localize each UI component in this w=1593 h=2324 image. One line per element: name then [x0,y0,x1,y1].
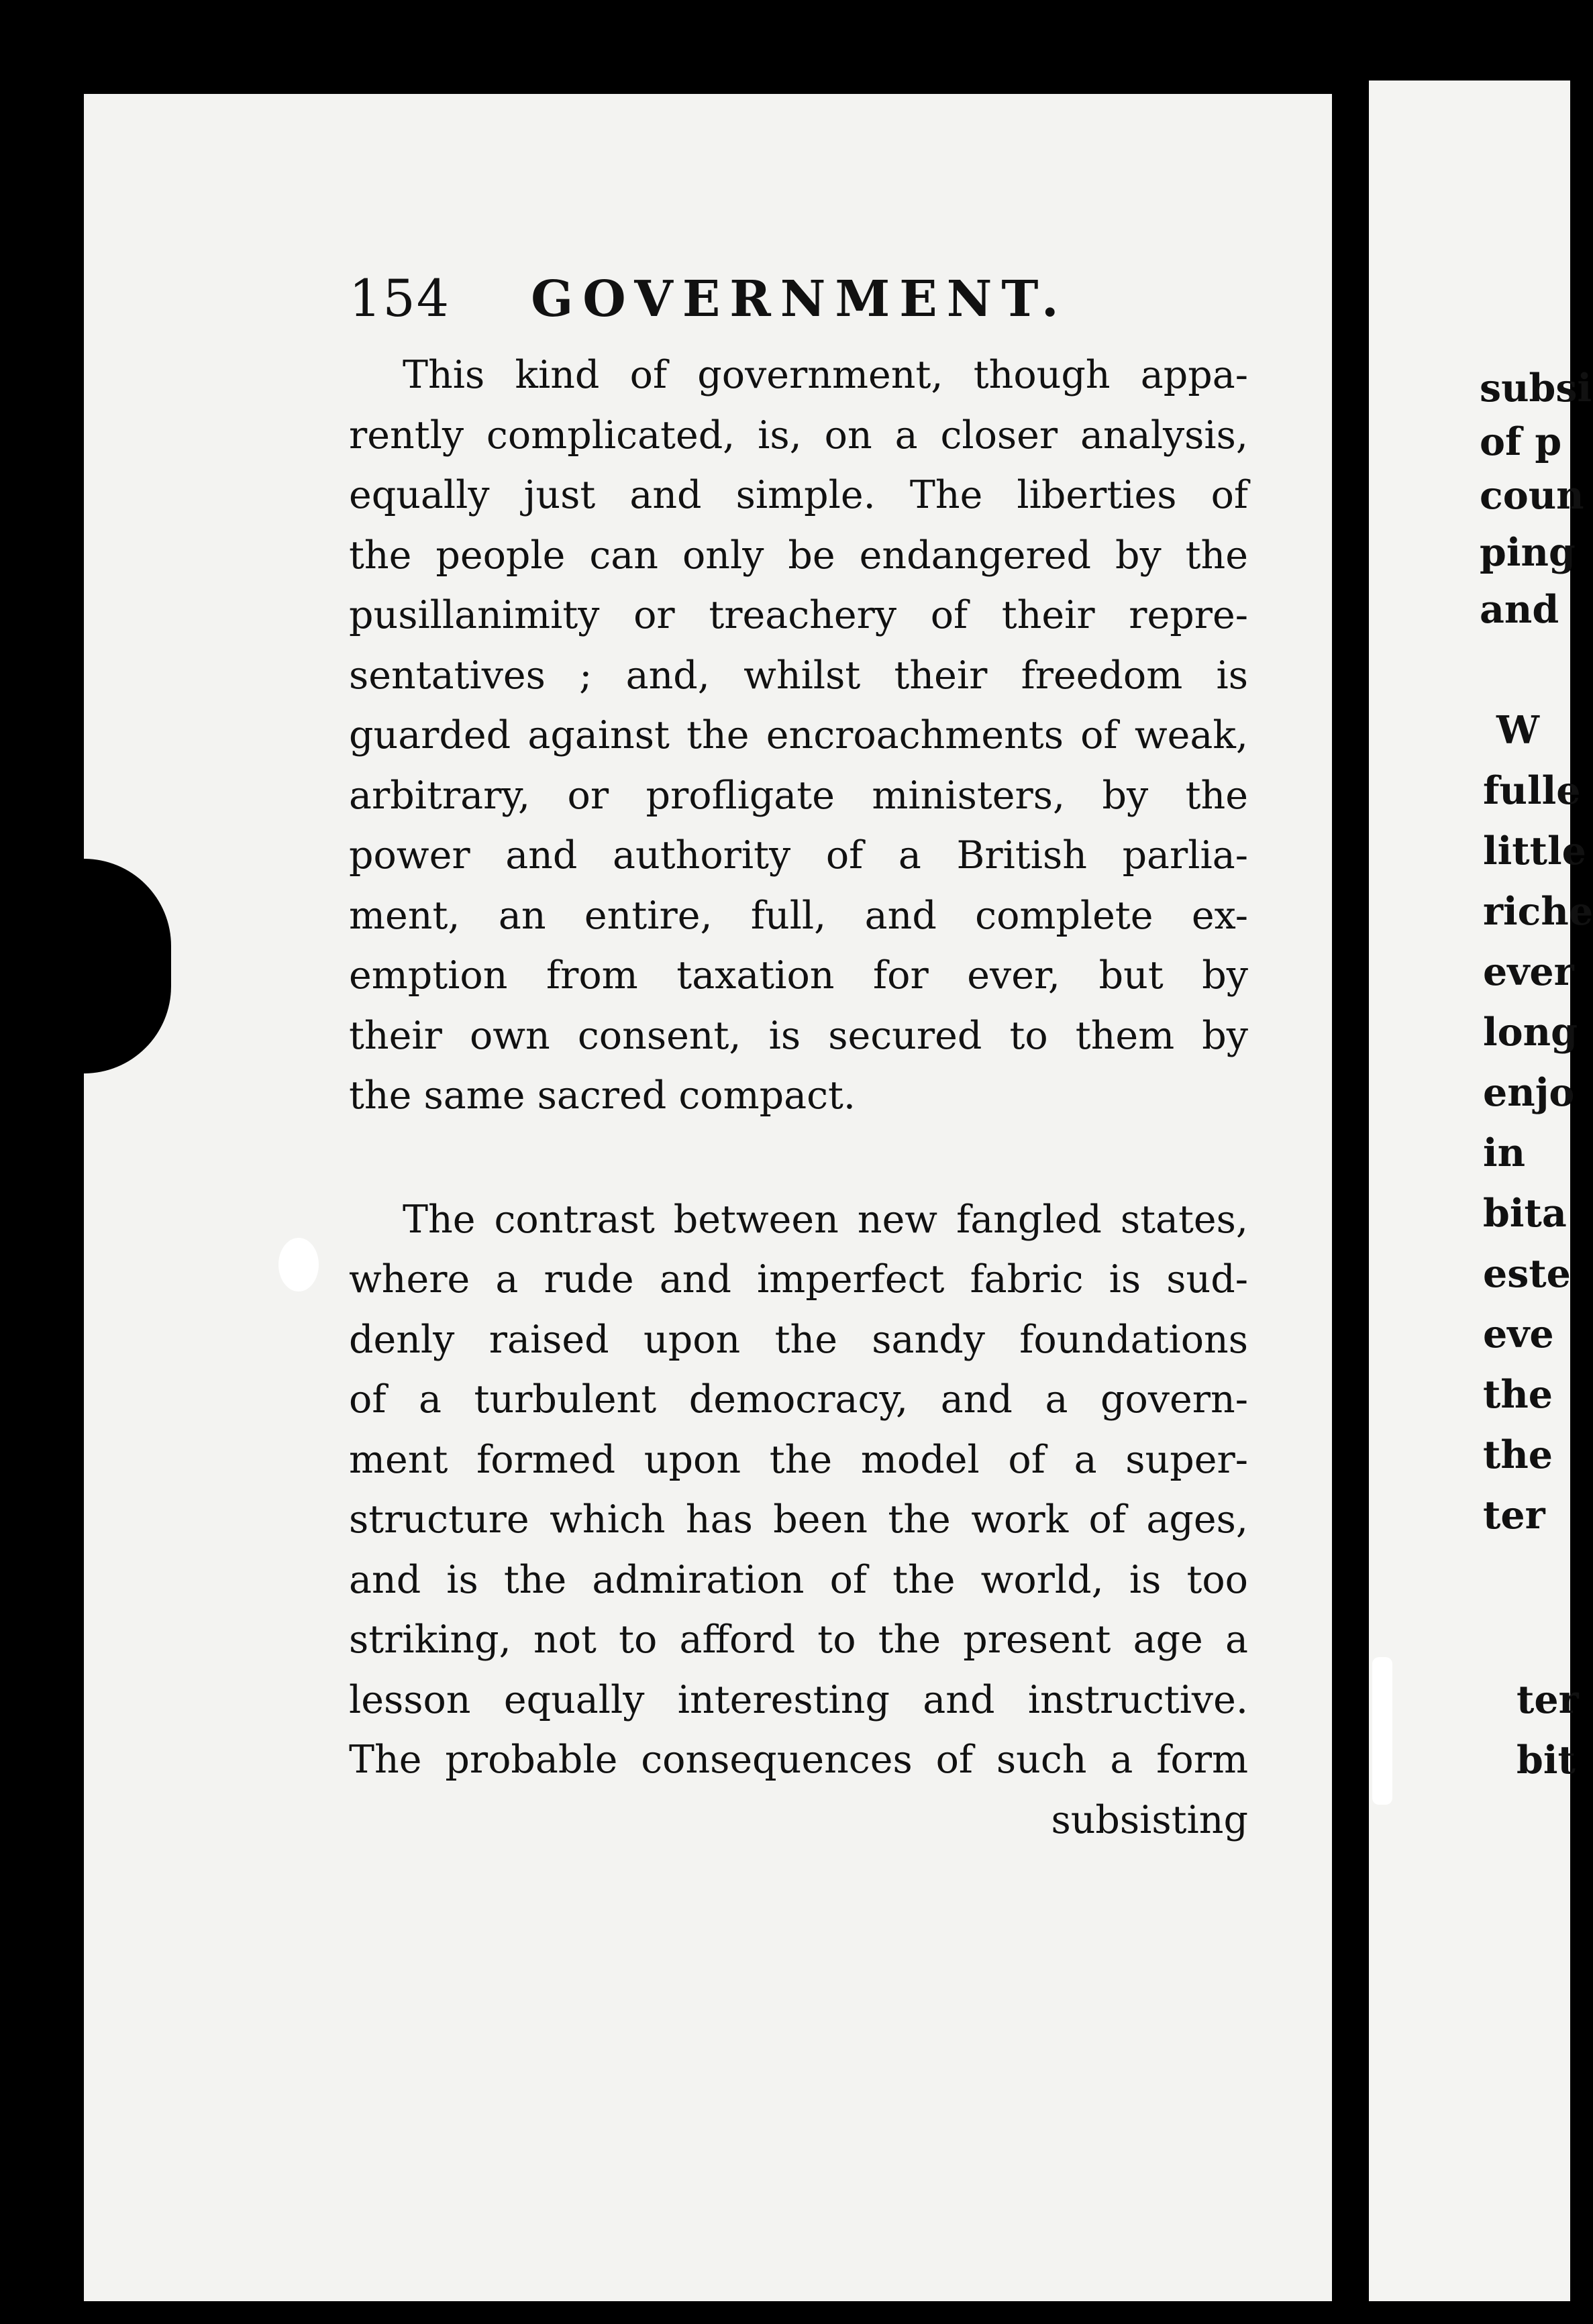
page-edge-shadow [84,859,171,1073]
text-fragment: of p [1480,419,1562,464]
text-line: their own consent, is secured to them by [349,1013,1248,1058]
text-line: equally just and simple. The liberties of [349,473,1248,517]
text-fragment: enjo [1483,1070,1575,1115]
text-line: The probable consequences of such a form [349,1738,1248,1782]
text-fragment: bit [1517,1738,1576,1783]
text-fragment: and [1480,587,1559,632]
text-line: guarded against the encroachments of weak, [349,713,1248,757]
text-fragment: este [1483,1251,1571,1296]
text-line: striking, not to afford to the present age a [349,1618,1248,1662]
text-fragment: the [1483,1372,1553,1417]
text-fragment: coun [1480,473,1584,518]
page-text [349,268,1248,1850]
text-line: pusillanimity or treachery of their repre- [349,593,1248,637]
text-fragment: ping [1480,530,1576,575]
text-line: where a rude and imperfect fabric is sud- [349,1257,1248,1302]
text-line: rently complicated, is, on a closer analysis, [349,413,1248,458]
text-fragment: in [1483,1130,1526,1175]
text-fragment: the [1483,1432,1553,1477]
page-number: 154 [349,268,451,328]
paper-blemish [278,1238,319,1291]
paragraph-1 [349,346,1248,1126]
text-line: of a turbulent democracy, and a govern- [349,1377,1248,1422]
text-fragment: fulle [1483,768,1581,813]
text-fragment: ter [1517,1677,1579,1722]
text-line: the people can only be endangered by the [349,533,1248,578]
text-line: structure which has been the work of ages, [349,1497,1248,1542]
text-fragment: subsi [1480,366,1592,411]
text-fragment: bita [1483,1191,1567,1236]
paragraph-2 [349,1190,1248,1791]
running-head [349,268,1248,328]
page-gutter [1332,74,1369,2324]
text-line: The contrast between new fangled states, [403,1197,1248,1242]
text-line: ment formed upon the model of a super- [349,1437,1248,1482]
text-line: ment, an entire, full, and complete ex- [349,893,1248,938]
text-fragment: ever [1483,949,1574,994]
text-line: and is the admiration of the world, is too [349,1557,1248,1602]
running-title: GOVERNMENT. [531,270,1068,328]
text-fragment: little [1483,829,1586,874]
text-fragment: W [1496,708,1540,753]
text-line: sentatives ; and, whilst their freedom is [349,653,1248,698]
text-line: emption from taxation for ever, but by [349,953,1248,998]
text-fragment: riche [1483,889,1593,934]
catchword: subsisting [1051,1797,1248,1842]
text-line: arbitrary, or profligate ministers, by the [349,773,1248,818]
text-line: the same sacred compact. [349,1073,856,1118]
paper-blemish [1372,1657,1392,1805]
text-line: denly raised upon the sandy foundations [349,1317,1248,1362]
text-fragment: long [1483,1010,1578,1055]
text-line: This kind of government, though appa- [403,353,1248,397]
text-fragment: ter [1483,1493,1545,1538]
text-line: power and authority of a British parlia- [349,833,1248,878]
text-line: lesson equally interesting and instructive. [349,1677,1248,1722]
text-fragment: eve [1483,1312,1554,1357]
